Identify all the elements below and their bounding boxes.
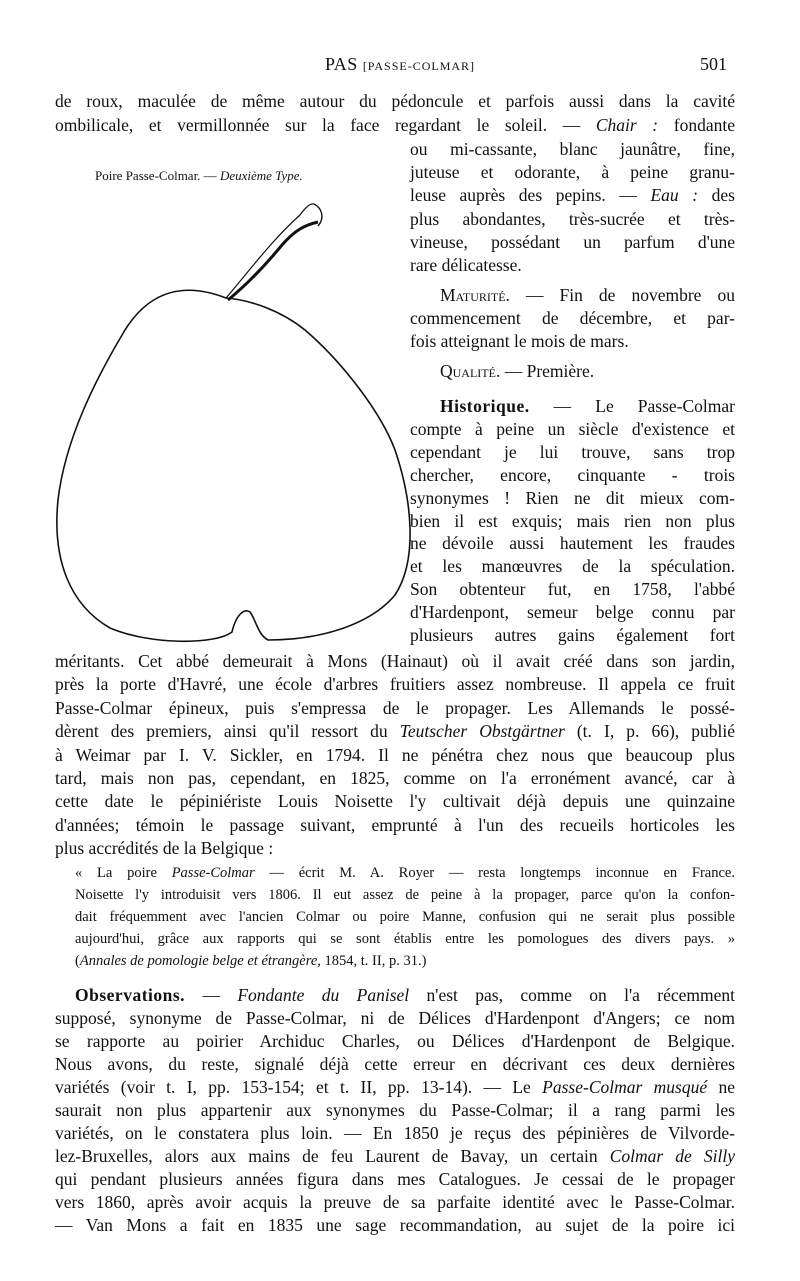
text-run: Qualité.	[440, 361, 501, 381]
historique-full-line	[55, 650, 735, 672]
quote-line	[75, 950, 735, 972]
text-run: vers 1860, après avoir acquis la preuve de sa parfaite identité avec le Passe-Colmar.	[55, 1192, 735, 1212]
observations-line	[55, 1007, 735, 1029]
text-run: et les manœuvres de la spéculation.	[410, 556, 735, 577]
intro-col-line	[410, 254, 735, 276]
historique-col-line	[410, 464, 735, 486]
page-number: 501	[700, 54, 727, 74]
historique-full-line	[55, 790, 735, 812]
text-run: Passe-Colmar	[171, 865, 255, 881]
text-run: qui pendant plusieurs années figura dans mes Catalogues. Je cessai de le propager	[55, 1169, 735, 1189]
intro-col-line	[410, 138, 735, 160]
text-run: vineuse, possédant un parfum d'une	[410, 231, 735, 252]
caption-italic: Deuxième Type.	[219, 168, 303, 183]
text-run: Passe-Colmar épineux, puis s'empressa de le propager. Les Allemands le possé-	[55, 697, 735, 718]
text-run: 1854, t. II, p. 31.)	[320, 953, 427, 969]
intro-full-line	[55, 90, 735, 112]
text-run: Maturité.	[440, 285, 510, 305]
historique-full-line	[55, 837, 735, 859]
historique-col-line	[410, 555, 735, 577]
text-run: Historique.	[440, 396, 530, 416]
text-run: (	[75, 953, 80, 969]
observations-line	[55, 1076, 735, 1098]
text-run: — écrit M. A. Royer — resta longtemps inconnue en France.	[254, 865, 735, 881]
quote-line	[75, 884, 735, 906]
quote-line	[75, 862, 735, 884]
maturite-line	[410, 307, 735, 329]
title-subtitle: [PASSE-COLMAR]	[362, 59, 476, 73]
text-run: ombilicale, et vermillonnée sur la face regardant le soleil. —	[55, 114, 596, 135]
text-run: Noisette l'y introduisit vers 1806. Il eut assez de peine à la propager, parce qu'on la confon-	[75, 887, 735, 903]
text-run: rare délicatesse.	[410, 255, 522, 275]
text-run: Passe-Colmar musqué	[542, 1077, 708, 1097]
text-run: tard, mais non pas, cependant, en 1825, comme on l'a erronément avancé, car à	[55, 768, 735, 788]
text-run: lez-Bruxelles, alors aux mains de feu Laurent de Bavay, un certain	[55, 1146, 610, 1166]
text-run: bien il est exquis; mais rien non plus	[410, 510, 735, 531]
observations-line	[55, 1214, 735, 1236]
historique-col-line	[410, 601, 735, 623]
text-run: cependant je lui trouve, sans trop	[410, 441, 735, 462]
text-run: Fondante du Panisel	[237, 985, 410, 1005]
observations-line	[55, 1122, 735, 1144]
text-run: d'Hardenpont, semeur belge connu par	[410, 602, 735, 623]
observations-line	[55, 1030, 735, 1052]
text-run: n'est pas, comme on l'a récemment	[409, 985, 736, 1005]
text-run: fondante	[658, 114, 735, 135]
pear-stem-thin	[226, 204, 314, 298]
historique-col-line	[410, 532, 735, 554]
text-run: des	[698, 185, 735, 206]
text-run: ou mi-cassante, blanc jaunâtre, fine,	[410, 139, 735, 159]
text-run: synonymes ! Rien ne dit mieux com-	[410, 487, 735, 508]
observations-line	[75, 984, 735, 1006]
text-run: d'années; témoin le passage suivant, emprunté à l'un des recueils horticoles les	[55, 814, 735, 835]
historique-col-line	[440, 395, 735, 417]
text-run: près la porte d'Havré, une école d'arbres fruitiers assez nombreuse. Il appela ce fruit	[55, 674, 735, 695]
historique-col-line	[410, 578, 735, 600]
observations-line	[55, 1053, 735, 1075]
text-run: ne	[707, 1077, 735, 1097]
text-run: compte à peine un siècle d'existence et	[410, 418, 735, 439]
text-run: à Weimar par I. V. Sickler, en 1794. Il ne pénétra chez nous que beaucoup plus	[55, 744, 735, 765]
text-run: — Fin de novembre ou	[509, 285, 735, 305]
intro-col-line	[410, 208, 735, 230]
maturite-line	[440, 284, 735, 306]
text-run: plus abondantes, très-sucrée et très-	[410, 208, 735, 229]
pear-outline	[57, 290, 410, 641]
text-run: Annales de pomologie belge et étrangère,	[79, 953, 321, 969]
text-run: commencement de décembre, et par-	[410, 308, 735, 328]
text-run: — Première.	[500, 361, 595, 381]
text-run: Nous avons, du reste, signalé déjà cette erreur en décrivant ces deux dernières	[55, 1054, 735, 1074]
text-run: Son obtenteur fut, en 1758, l'abbé	[410, 579, 735, 600]
qualite-line	[440, 360, 735, 382]
text-run: — Van Mons a fait en 1835 une sage recommandation, au sujet de la poire ici	[55, 1215, 735, 1235]
historique-full-line	[55, 673, 735, 695]
intro-col-line	[410, 231, 735, 253]
text-run: dèrent des premiers, ainsi qu'il ressort du	[55, 721, 400, 742]
historique-col-line	[410, 418, 735, 440]
text-run: méritants. Cet abbé demeurait à Mons (Hainaut) où il avait créé dans son jardin,	[55, 651, 735, 671]
text-run: de roux, maculée de même autour du pédoncule et parfois aussi dans la cavité	[55, 91, 735, 111]
text-run: se rapporte au poirier Archiduc Charles, ou Délices d'Hardenpont de Belgique.	[55, 1031, 735, 1051]
text-run: (t. I, p. 66), publié	[564, 721, 735, 742]
text-run: —	[185, 985, 238, 1005]
text-run: Eau :	[650, 185, 699, 206]
text-run: juteuse et odorante, à peine granu-	[410, 162, 735, 183]
text-run: Teutscher Obstgärtner	[399, 721, 565, 742]
observations-line	[55, 1168, 735, 1190]
text-run: chercher, encore, cinquante - trois	[410, 464, 735, 485]
text-run: « La poire	[75, 865, 172, 881]
observations-line	[55, 1191, 735, 1213]
text-run: cette date le pépiniériste Louis Noisette l'y cultivait déjà depuis une quinzaine	[55, 791, 735, 812]
text-run: leuse auprès des pepins. —	[410, 185, 651, 206]
historique-full-line	[55, 720, 735, 742]
text-run: supposé, synonyme de Passe-Colmar, ni de Délices d'Hardenpont d'Angers; ce nom	[55, 1008, 735, 1028]
text-run: ne dévoile aussi hautement les fraudes	[410, 533, 735, 554]
historique-full-line	[55, 744, 735, 766]
historique-col-line	[410, 510, 735, 532]
text-run: plusieurs autres gains également fort	[410, 625, 735, 645]
historique-col-line	[410, 624, 735, 646]
intro-full-line	[55, 114, 735, 136]
historique-full-line	[55, 814, 735, 836]
text-run: variétés, on le constatera plus loin. — En 1850 je reçus des pépinières de Vilvorde-	[55, 1123, 735, 1143]
text-run: Colmar de Silly	[609, 1146, 735, 1166]
observations-line	[55, 1099, 735, 1121]
text-run: plus accrédités de la Belgique :	[55, 838, 274, 859]
intro-col-line	[410, 161, 735, 183]
historique-full-line	[55, 767, 735, 789]
text-run: Chair :	[595, 114, 659, 135]
text-run: saurait non plus appartenir aux synonymes du Passe-Colmar; il a rang parmi les	[55, 1100, 735, 1120]
quote-line	[75, 906, 735, 928]
historique-col-line	[410, 487, 735, 509]
text-run: — Le Passe-Colmar	[529, 396, 735, 416]
quote-line	[75, 928, 735, 950]
historique-full-line	[55, 697, 735, 719]
caption-text: Poire Passe-Colmar. —	[95, 168, 220, 183]
text-run: Observations.	[75, 985, 186, 1005]
text-run: aujourd'hui, grâce aux rapports qui se sont établis entre les pomologues des divers pays. »	[75, 931, 735, 947]
text-run: fois atteignant le mois de mars.	[410, 331, 629, 351]
observations-line	[55, 1145, 735, 1167]
title-main: PAS	[324, 54, 358, 74]
historique-col-line	[410, 441, 735, 463]
intro-col-line	[410, 184, 735, 206]
pear-stem-thick	[228, 222, 318, 300]
maturite-line	[410, 330, 735, 352]
text-run: variétés (voir t. I, pp. 153-154; et t. II, pp. 13-14). — Le	[55, 1077, 543, 1097]
text-run: dait fréquemment avec l'ancien Colmar ou poire Manne, confusion qui ne serait plus possible	[75, 909, 735, 925]
